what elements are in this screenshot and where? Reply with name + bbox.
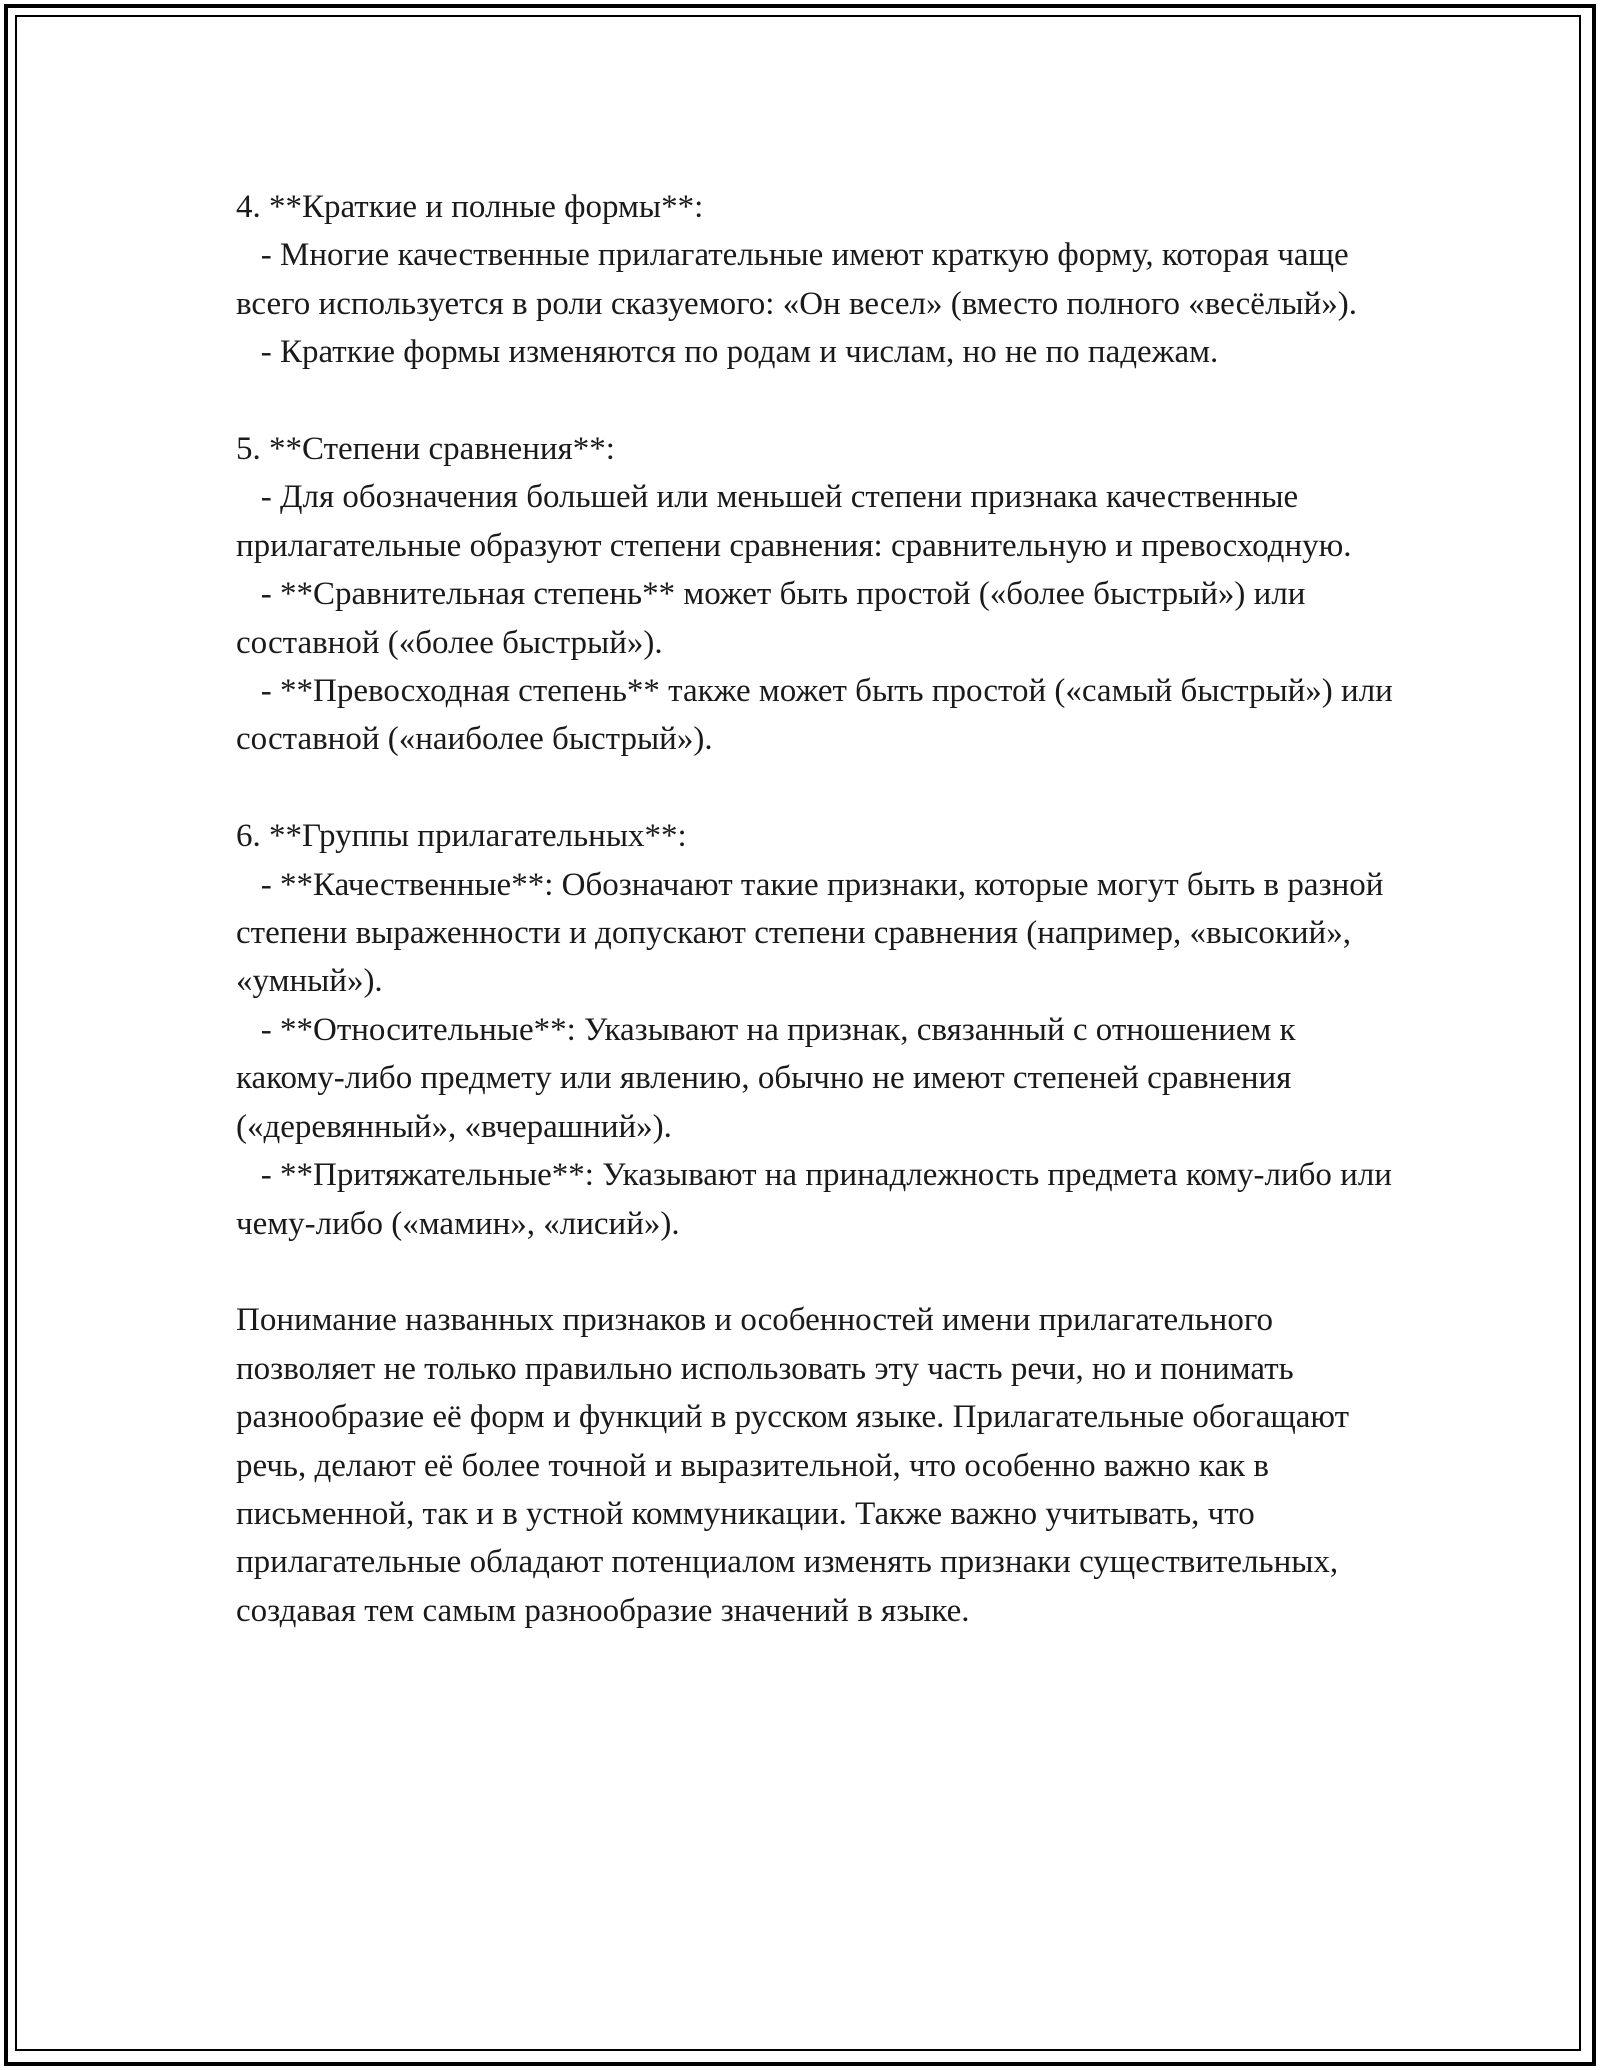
list-item: - **Относительные**: Указывают на признак, связанный с отношением к какому-либо предмету или явлению, обычно не имеют степеней сравнения («деревянный», «вчерашний»). bbox=[236, 1011, 1304, 1145]
paragraph-gap bbox=[236, 377, 1396, 425]
list-item: - Многие качественные прилагательные имеют краткую форму, которая чаще всего используется в роли сказуемого: «Он весел» (вместо полного «весёлый»). bbox=[236, 237, 1357, 322]
list-item: - **Превосходная степень** также может быть простой («самый быстрый») или составной («наиболее быстрый»). bbox=[236, 673, 1402, 758]
document-body bbox=[236, 183, 1402, 1635]
conclusion-paragraph: Понимание названных признаков и особенностей имени прилагательного позволяет не только правильно использовать эту часть речи, но и понимать разнообразие её форм и функций в русском языке. Прилагательные обогащают речь, делают её более точной и выразительной, что особенно важно как в письменной, так и в устной коммуникации. Также важно учитывать, что прилагательные обладают потенциалом изменять признаки существительных, создавая тем самым разнообразие значений в языке. bbox=[236, 1302, 1358, 1629]
list-item: - **Сравнительная степень** может быть простой («более быстрый») или составной («более быстрый»). bbox=[236, 576, 1314, 661]
section-heading: 4. **Краткие и полные формы**: bbox=[236, 189, 704, 225]
section-heading: 5. **Степени сравнения**: bbox=[236, 431, 615, 468]
section-heading: 6. **Группы прилагательных**: bbox=[236, 818, 687, 855]
list-item: - **Притяжательные**: Указывают на принадлежность предмета кому-либо или чему-либо («мамин», «лисий»). bbox=[236, 1157, 1401, 1242]
section-degrees-of-comparison bbox=[236, 425, 1402, 764]
list-item: - Краткие формы изменяются по родам и числам, но не по падежам. bbox=[236, 334, 1219, 371]
list-item: - **Качественные**: Обозначают такие признаки, которые могут быть в разной степени выраженности и допускают степени сравнения (например, «высокий», «умный»). bbox=[236, 866, 1392, 1000]
section-short-and-full-forms bbox=[236, 183, 1396, 377]
paragraph-gap bbox=[236, 764, 1396, 812]
paragraph-gap bbox=[236, 1248, 1396, 1296]
list-item: - Для обозначения большей или меньшей степени признака качественные прилагательные образуют степени сравнения: сравнительную и превосходную. bbox=[236, 479, 1352, 564]
section-adjective-groups bbox=[236, 812, 1401, 1248]
